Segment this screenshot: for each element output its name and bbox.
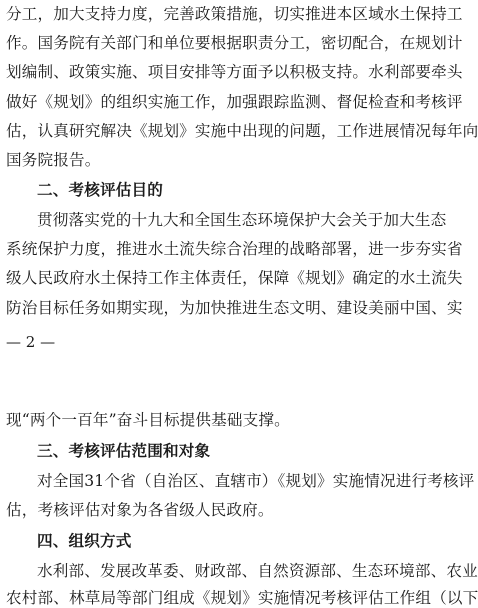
- paragraph-line: 防治目标任务如期实现，为加快推进生态文明、建设美丽中国、实: [6, 299, 463, 317]
- paragraph-line: 估，认真研究解决《规划》实施中出现的问题，工作进展情况每年向: [6, 122, 478, 140]
- paragraph-line: 贯彻落实党的十九大和全国生态环境保护大会关于加大生态: [37, 211, 447, 229]
- section-heading: 二、考核评估目的: [37, 181, 163, 199]
- paragraph-line: 划编制、政策实施、项目安排等方面予以积极支持。水利部要牵头: [6, 63, 463, 81]
- paragraph-line: 分工，加大支持力度，完善政策措施，切实推进本区域水土保持工: [6, 5, 463, 23]
- paragraph-line: 作。国务院有关部门和单位要根据职责分工，密切配合，在规划计: [6, 34, 463, 52]
- section-heading: 四、组织方式: [37, 532, 132, 550]
- paragraph-line: 农村部、林草局等部门组成《规划》实施情况考核评估工作组（以下: [6, 589, 478, 607]
- paragraph-line: 做好《规划》的组织实施工作，加强跟踪监测、督促检查和考核评: [6, 93, 463, 111]
- paragraph-line: 对全国31个省（自治区、直辖市）《规划》实施情况进行考核评: [37, 472, 475, 490]
- paragraph-line: 水利部、发展改革委、财政部、自然资源部、生态环境部、农业: [37, 562, 478, 580]
- section-heading: 三、考核评估范围和对象: [37, 442, 211, 460]
- paragraph-line: 国务院报告。: [6, 151, 101, 169]
- page-number: — 2 —: [6, 333, 56, 351]
- paragraph-line: 估，考核评估对象为各省级人民政府。: [6, 501, 274, 519]
- paragraph-line: 级人民政府水土保持工作主体责任，保障《规划》确定的水土流失: [6, 269, 463, 287]
- paragraph-line: 现“两个一百年”奋斗目标提供基础支撑。: [6, 411, 290, 429]
- paragraph-line: 系统保护力度，推进水土流失综合治理的战略部署，进一步夯实省: [6, 240, 463, 258]
